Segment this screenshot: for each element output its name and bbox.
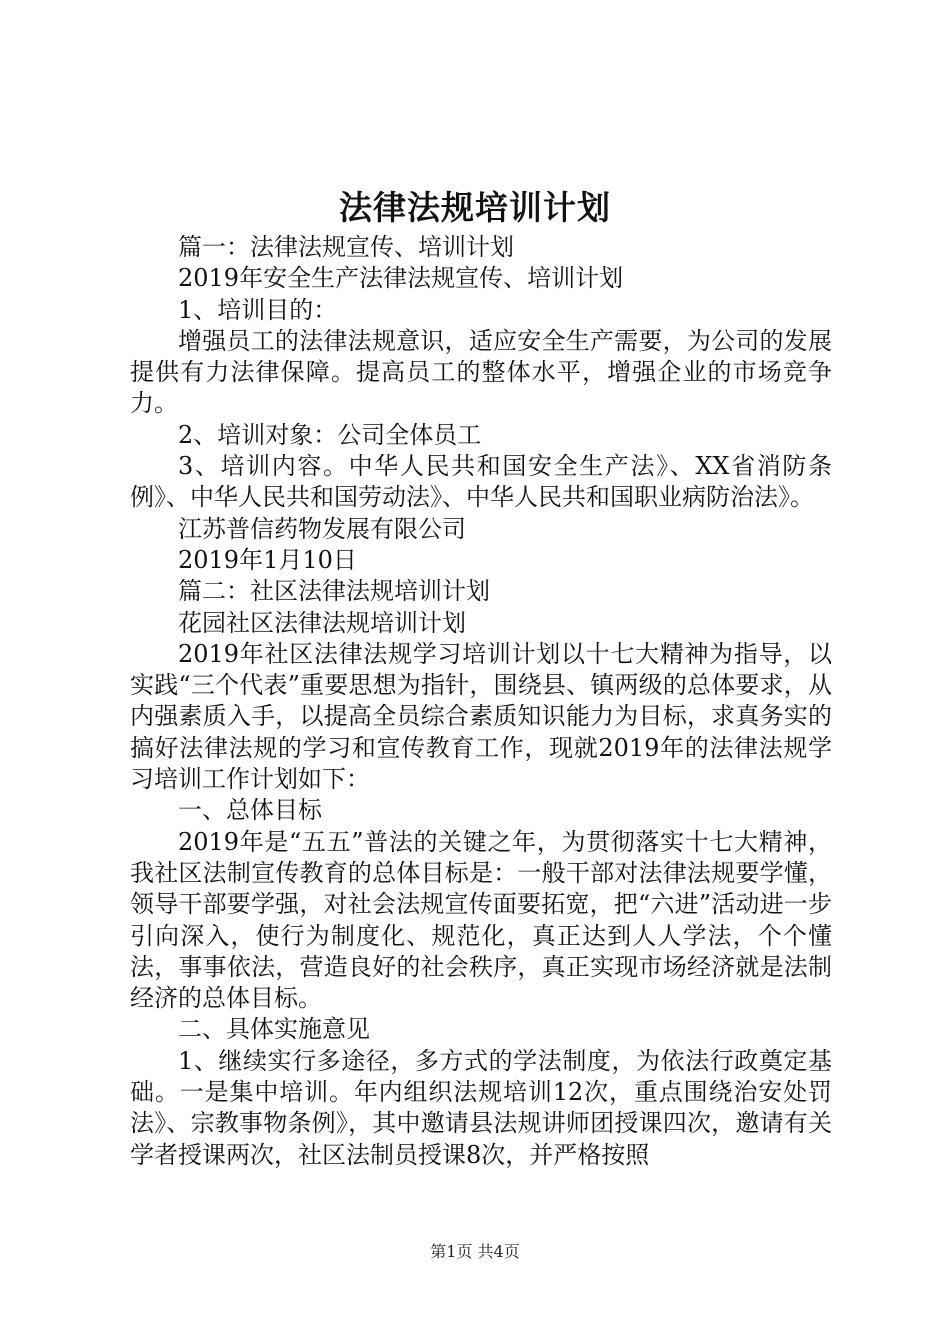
paragraph-goal-text: 2019年是“五五”普法的关键之年，为贯彻落实十七大精神，我社区法制宣传教育的总体目标是：一般干部对法律法规要学懂，领导干部要学强，对社会法规宣传面要拓宽，把“六进”活动进一步引向深入，使行为制度化、规范化，真正达到人人学法，个个懂法，事事依法，营造良好的社会秩序，真正实现市场经济就是法制经济的总体目标。 [130, 827, 832, 1013]
paragraph-goal-heading: 一、总体目标 [178, 796, 322, 825]
paragraph-part-one-heading: 篇一：法律法规宣传、培训计划 [178, 233, 514, 261]
paragraph-community-plan-title: 花园社区法律法规培训计划 [178, 608, 466, 637]
document-body [130, 232, 832, 1171]
document-title: 法律法规培训计划 [339, 188, 611, 227]
paragraph-purpose-text: 增强员工的法律法规意识，适应安全生产需要，为公司的发展提供有力法律保障。提高员工的整体水平，增强企业的市场竞争力。 [130, 326, 832, 418]
paragraph-plan-title: 2019年安全生产法律法规宣传、培训计划 [178, 264, 624, 293]
paragraph-purpose-heading: 1、培训目的： [178, 295, 338, 324]
paragraph-implementation-heading: 二、具体实施意见 [178, 1015, 370, 1044]
paragraph-company: 江苏普信药物发展有限公司 [178, 514, 466, 543]
page-footer: 第1页 共4页 [430, 1242, 520, 1261]
paragraph-part-two-heading: 篇二：社区法律法规培训计划 [178, 577, 490, 606]
paragraph-audience: 2、培训对象：公司全体员工 [178, 420, 482, 449]
paragraph-implementation-text: 1、继续实行多途径，多方式的学法制度，为依法行政奠定基础。一是集中培训。年内组织法规培训12次，重点围绕治安处罚法》、宗教事物条例》，其中邀请县法规讲师团授课四次，邀请有关学者授课两次，社区法制员授课8次，并严格按照 [130, 1046, 832, 1169]
paragraph-content: 3、培训内容。中华人民共和国安全生产法》、XX省消防条例》、中华人民共和国劳动法》、中华人民共和国职业病防治法》。 [130, 452, 832, 512]
paragraph-date: 2019年1月10日 [178, 545, 357, 574]
paragraph-community-intro: 2019年社区法律法规学习培训计划以十七大精神为指导，以实践“三个代表”重要思想为指针，围绕县、镇两级的总体要求，从内强素质入手，以提高全员综合素质知识能力为目标，求真务实的搞好法律法规的学习和宣传教育工作，现就2019年的法律法规学习培训工作计划如下： [130, 639, 832, 794]
